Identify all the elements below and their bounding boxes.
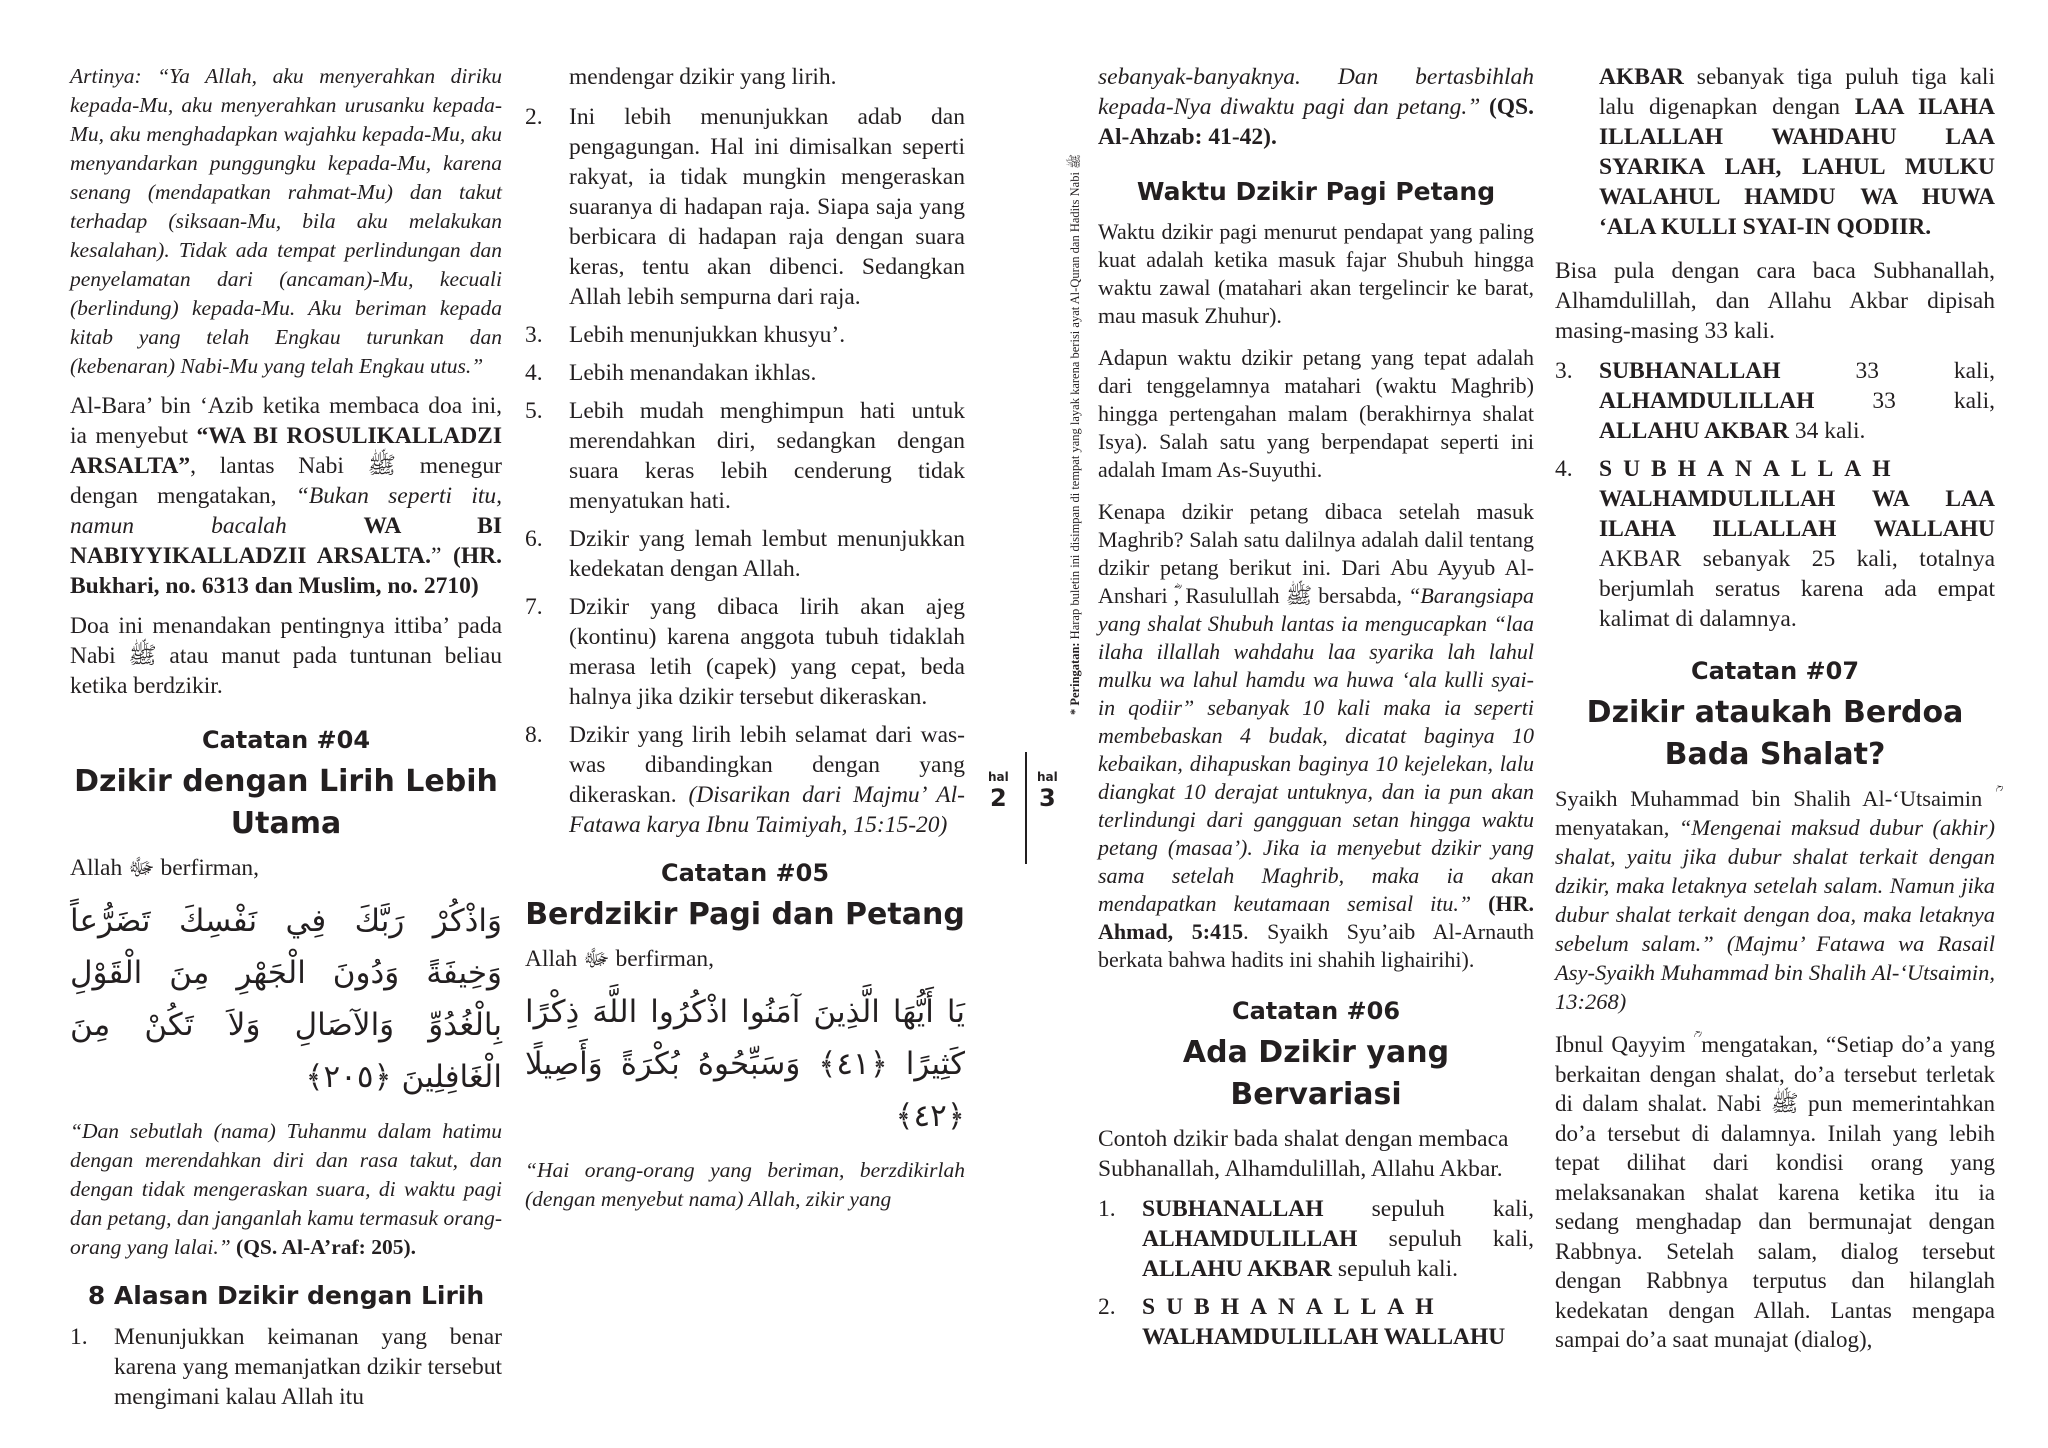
list-item-text: Dzikir yang lirih lebih selamat dari was-was dibandingkan dengan yang dikeraskan.	[569, 722, 965, 808]
list-item-text: Ini lebih menunjukkan adab dan pengagungan. Hal ini dimisalkan seperti rakyat, ia tidak mungkin mengeraskan suaranya di hadapan raja. Siapa saja yang berbicara di hadapan raja dengan suara keras, tentu akan dibenci. Sedangkan Allah lebih sempurna dari raja.	[569, 104, 965, 310]
bara-italic: “Bukan seperti itu, namun bacalah	[70, 483, 503, 539]
ayat-205-translation-block	[70, 1117, 502, 1262]
ayat-arabic-205: وَاذْكُرْ رَبَّكَ فِي نَفْسِكَ تَضَرُّعاً وَخِيفَةً وَدُونَ الْجَهْرِ مِنَ الْقَوْلِ بِالْغُدُوِّ وَالآصَالِ وَلاَ تَكُنْ مِنَ الْغَافِلِينَ ﴿٢٠٥﴾	[70, 903, 502, 1095]
variasi-list-1	[1098, 1194, 1534, 1352]
bara-paragraph	[70, 391, 502, 601]
page-label: hal	[988, 770, 1009, 784]
ayat-205-reference: (QS. Al-A’raf: 205).	[230, 1235, 416, 1259]
column-4	[1555, 62, 1995, 1365]
utsaimin-intro: Syaikh Muhammad bin Shalih Al-‘Utsaimin ؒ menyatakan,	[1555, 786, 1995, 840]
column-3	[1098, 62, 1534, 1360]
page-divider	[1025, 752, 1027, 864]
contoh-paragraph: Contoh dzikir bada shalat dengan membaca Subhanallah, Alhamdulillah, Allahu Akbar.	[1098, 1126, 1509, 1182]
list-item-number: 4.	[1555, 456, 1573, 482]
ayat-205-translation: “Dan sebutlah (nama) Tuhanmu dalam hatimu dengan merendahkan diri dan rasa takut, dan dengan tidak mengeraskan suara, di waktu pagi dan petang, dan janganlah kamu termasuk orang-orang yang lalai.”	[70, 1119, 502, 1259]
allah-berfirman-1: Allah ﷻ berfirman,	[70, 855, 260, 881]
waktu-paragraph-1: Waktu dzikir pagi menurut pendapat yang paling kuat adalah ketika masuk fajar Shubuh hingga waktu zawal (matahari akan tergelincir ke barat, mau masuk Zhuhur).	[1098, 219, 1534, 328]
waktu-p3-reference: (HR. Ahmad, 5:415	[1098, 891, 1534, 944]
dzikir-term: ALLAHU AKBAR	[1599, 418, 1789, 444]
allah-berfirman-2: Allah ﷻ berfirman,	[525, 946, 715, 972]
variasi-list-2	[1555, 356, 1995, 634]
list-item-text: Menunjukkan keimanan yang benar karena yang memanjatkan dzikir tersebut mengimani kalau Allah itu	[114, 1324, 502, 1410]
warning-label: * Peringatan:	[1068, 642, 1082, 715]
catatan-05-label: Catatan #05	[660, 859, 830, 887]
bara-bold-2: WA BI NABIYYIKALLADZII ARSALTA.	[70, 513, 502, 569]
waktu-subheading: Waktu Dzikir Pagi Petang	[1136, 177, 1496, 206]
list-item-number: 6.	[525, 526, 543, 552]
doa-note: Doa ini menandakan pentingnya ittiba’ pada Nabi ﷺ atau manut pada tuntunan beliau ketika berdzikir.	[70, 613, 502, 699]
ayat-41-translation: “Hai orang-orang yang beriman, berzdikirlah (dengan menyebut nama) Allah, zikir yang	[525, 1158, 965, 1211]
page-number: 2	[990, 784, 1007, 812]
list-item	[525, 102, 965, 312]
list-item	[525, 720, 965, 840]
list-item-text: Dzikir yang dibaca lirih akan ajeg (kontinu) karena anggota tubuh tidaklah merasa letih (capek) yang cepat, beda halnya jika dzikir tersebut dikeraskan.	[569, 594, 965, 710]
dzikir-term: ALHAMDULILLAH	[1599, 388, 1815, 414]
ayat-41-continued	[1098, 62, 1534, 152]
dzikir-term: ALHAMDULILLAH	[1142, 1226, 1358, 1252]
list-item	[525, 396, 965, 516]
page-number-left	[988, 770, 1009, 812]
list-item-text: Dzikir yang lemah lembut menunjukkan kedekatan dengan Allah.	[569, 526, 965, 582]
dzikir-count: 33 kali,	[1814, 388, 1995, 414]
dzikir-count: sepuluh kali,	[1357, 1226, 1534, 1252]
page-label: hal	[1037, 770, 1058, 784]
bara-text-3: ”	[430, 543, 454, 569]
warning-text: Harap buletin ini disimpan di tempat yang layak karena berisi ayat Al-Quran dan Hadits Nabi ﷺ	[1068, 153, 1082, 643]
dzikir-term: ALLAHU AKBAR	[1142, 1256, 1332, 1282]
variasi-2-continued	[1555, 62, 1995, 242]
alasan-list	[525, 102, 965, 840]
waktu-paragraph-2: Adapun waktu dzikir petang yang tepat adalah dari tenggelamnya matahari (waktu Maghrib) hingga pertengahan malam (berakhirnya shalat Isya). Salah satu yang berpendapat seperti ini adalah Imam As-Suyuthi.	[1098, 345, 1534, 482]
catatan-06-title: Ada Dzikir yang Bervariasi	[1182, 1035, 1450, 1112]
qayyim-paragraph: Ibnul Qayyim ؒ mengatakan, “Setiap do’a yang berkaitan dengan shalat, do’a tersebut terletak di dalam shalat. Nabi ﷺ pun memerintahkan do’a tersebut di dalamnya. Inilah yang lebih tepat dilihat dari kondisi orang yang melaksanakan shalat karena ketika itu ia sedang menghadap dan bermunajat dengan Rabbnya. Setelah salam, dialog tersebut dengan Rabbnya terputus dan hilanglah kedekatan dengan Allah. Lantas mengapa sampai do’a saat munajat (dialog),	[1555, 1032, 1995, 1352]
artinya-translation: Artinya: “Ya Allah, aku menyerahkan diriku kepada-Mu, aku menyerahkan urusanku kepada-Mu, aku menghadapkan wajahku kepada-Mu, aku menyandarkan punggungku kepada-Mu, karena senang (mendapatkan rahmat-Mu) dan takut terhadap (siksaan-Mu, bila aku melakukan kesalahan). Tidak ada tempat perlindungan dan penyelamatan dari (ancaman)-Mu, kecuali (berlindung) kepada-Mu. Aku beriman kepada kitab yang telah Engkau turunkan dan (kebenaran) Nabi-Mu yang telah Engkau utus.”	[70, 64, 502, 378]
dzikir-count: sepuluh kali,	[1323, 1196, 1534, 1222]
dzikir-term: SUBHANALLAH	[1599, 456, 1902, 482]
dzikir-term: LAA ILAHA ILLALLAH WAHDAHU LAA SYARIKA LAH, LAHUL MULKU WALAHUL HAMDU WA HUWA ‘ALA KULLI SYAI-IN QODIIR.	[1599, 94, 1995, 240]
page-number: 3	[1039, 784, 1056, 812]
dzikir-term: SUBHANALLAH	[1599, 358, 1781, 384]
list-item-text: Lebih menandakan ikhlas.	[569, 360, 817, 386]
dzikir-count: sebanyak tiga puluh tiga kali lalu digenapkan dengan	[1599, 64, 1995, 120]
list-item	[525, 592, 965, 712]
waktu-p3-intro: Kenapa dzikir petang dibaca setelah masuk Maghrib? Salah satu dalilnya adalah dalil tentang dzikir petang berikut ini. Dari Abu Ayyub Al-Anshari ؓ, Rasulullah ﷺ bersabda,	[1098, 499, 1534, 608]
list-item-number: 2.	[525, 104, 543, 130]
list-item-number: 1.	[1098, 1196, 1116, 1222]
list-item-reference: (Disarikan dari Majmu’ Al-Fatawa karya Ibnu Taimiyah, 15:15-20)	[569, 782, 965, 838]
catatan-05-title: Berdzikir Pagi dan Petang	[525, 897, 965, 932]
ayat-41-reference: (QS. Al-Ahzab: 41-42).	[1098, 94, 1534, 150]
list-item-number: 3.	[1555, 358, 1573, 384]
utsaimin-paragraph	[1555, 784, 1995, 1016]
page-number-right	[1037, 770, 1058, 812]
waktu-paragraph-3	[1098, 498, 1534, 974]
dzikir-term: AKBAR	[1599, 64, 1684, 90]
list-item-number: 3.	[525, 322, 543, 348]
ayat-continuation: sebanyak-banyaknya. Dan bertasbihlah kepada-Nya diwaktu pagi dan petang.”	[1098, 64, 1534, 120]
list-item-number: 1.	[70, 1324, 88, 1350]
bara-text-2: , lantas Nabi ﷺ menegur dengan mengatakan,	[70, 453, 502, 509]
list-item	[525, 524, 965, 584]
bara-bold-1: “WA BI ROSULIKALLADZI ARSALTA”	[70, 423, 502, 479]
catatan-07-title: Dzikir ataukah Berdoa Bada Shalat?	[1586, 695, 1964, 772]
dzikir-term: WALHAMDULILLAH WALLAHU	[1142, 1324, 1506, 1350]
list-item	[1555, 454, 1995, 634]
dzikir-term: WALHAMDULILLAH WA LAA ILAHA ILLALLAH WALLAHU	[1599, 486, 1995, 542]
dzikir-count: AKBAR sebanyak 25 kali, totalnya berjumlah seratus karena ada empat kalimat di dalamnya.	[1599, 546, 1995, 632]
dzikir-term: SUBHANALLAH	[1142, 1294, 1445, 1320]
dzikir-term: SUBHANALLAH	[1142, 1196, 1324, 1222]
list-item	[525, 358, 965, 388]
list-item	[1098, 1194, 1534, 1284]
waktu-p3-hadith: “Barangsiapa yang shalat Shubuh lantas ia mengucapkan “laa ilaha illallah wahdahu laa syarika lah lahul mulku wa lahul hamdu wa huwa ‘ala kulli syai-in qodiir” sebanyak 10 kali maka ia seperti membebaskan 4 budak, dicatat baginya 10 kebaikan, dihapuskan baginya 10 kejelekan, lalu diangkat 10 derajat untuknya, dan ia pun akan terlindungi dari gangguan setan hingga waktu petang (masaa’). Jika ia menyebut dzikir yang sama setelah Maghrib, maka ia akan mendapatkan keutamaan semisal itu.”	[1098, 583, 1534, 916]
dzikir-count: 33 kali,	[1780, 358, 1995, 384]
list-item-number: 4.	[525, 360, 543, 386]
preservation-warning	[1068, 15, 1086, 715]
list-item-number: 5.	[525, 398, 543, 424]
alasan-subheading: 8 Alasan Dzikir dengan Lirih	[87, 1281, 485, 1310]
list-item-number: 7.	[525, 594, 543, 620]
ayat-arabic-41-42: يَا أَيُّهَا الَّذِينَ آمَنُوا اذْكُرُوا اللَّهَ ذِكْرًا كَثِيرًا ﴿٤١﴾ وَسَبِّحُوهُ بُكْرَةً وَأَصِيلًا ﴿٤٢﴾	[525, 994, 965, 1134]
catatan-04-label: Catatan #04	[201, 726, 371, 754]
bara-reference: (HR. Bukhari, no. 6313 dan Muslim, no. 2710)	[70, 543, 502, 599]
dzikir-count: 34 kali.	[1789, 418, 1866, 444]
list-item	[70, 1322, 502, 1412]
list-item-number: 2.	[1098, 1294, 1116, 1320]
bisa-paragraph: Bisa pula dengan cara baca Subhanallah, Alhamdulillah, dan Allahu Akbar dipisah masing-masing 33 kali.	[1555, 258, 1995, 344]
utsaimin-quote: “Mengenai maksud dubur (akhir) shalat, yaitu jika dubur shalat terkait dengan dzikir, maka letaknya setelah salam. Namun jika dubur shalat terkait dengan doa, maka letaknya sebelum salam.” (Majmu’ Fatawa wa Rasail Asy-Syaikh Muhammad bin Shalih Al-‘Utsaimin, 13:268)	[1555, 815, 1995, 1014]
catatan-04-title: Dzikir dengan Lirih Lebih Utama	[74, 764, 498, 841]
list-item-text: Lebih mudah menghimpun hati untuk merendahkan diri, sedangkan dengan suara keras lebih cenderung tidak menyatukan hati.	[569, 398, 965, 514]
bara-text-1: Al-Bara’ bin ‘Azib ketika membaca doa ini, ia menyebut	[70, 393, 502, 449]
catatan-07-label: Catatan #07	[1690, 657, 1860, 685]
column-2	[525, 62, 965, 1224]
catatan-06-label: Catatan #06	[1231, 997, 1401, 1025]
waktu-p3-end: . Syaikh Syu’aib Al-Arnauth berkata bahwa hadits ini shahih lighairihi).	[1098, 919, 1534, 972]
list-item	[1555, 356, 1995, 446]
list-item	[525, 320, 965, 350]
item1-continued: mendengar dzikir yang lirih.	[569, 64, 837, 90]
list-item-text: Lebih menunjukkan khusyu’.	[569, 322, 846, 348]
list-item	[1098, 1292, 1534, 1352]
dzikir-count: sepuluh kali.	[1332, 1256, 1458, 1282]
column-1	[70, 62, 502, 1420]
list-item-number: 8.	[525, 722, 543, 748]
alasan-list-start	[70, 1322, 502, 1412]
